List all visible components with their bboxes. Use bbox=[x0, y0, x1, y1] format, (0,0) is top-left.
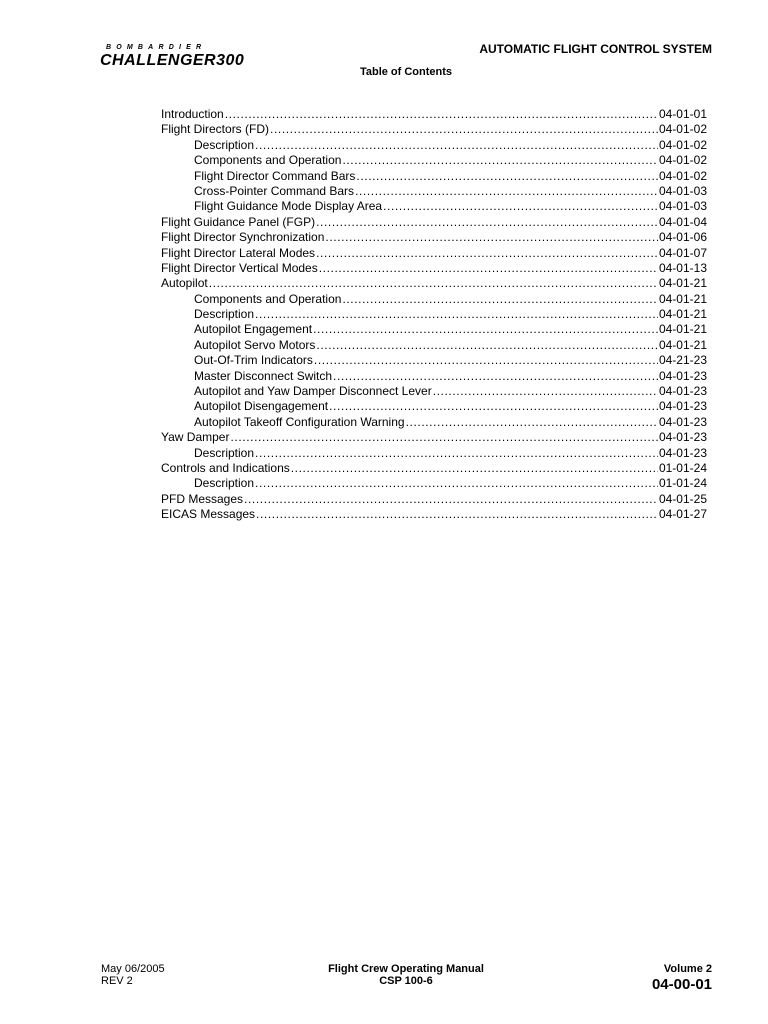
toc-entry-label: Flight Director Vertical Modes bbox=[161, 260, 318, 275]
toc-entry-page: 04-01-06 bbox=[658, 230, 707, 245]
toc-entry-label: Master Disconnect Switch bbox=[194, 368, 333, 383]
toc-entry-page: 01-01-24 bbox=[658, 460, 707, 475]
toc-entry[interactable] bbox=[161, 230, 707, 245]
toc-entry-label: Autopilot Servo Motors bbox=[194, 337, 316, 352]
toc-entry-page: 04-01-23 bbox=[658, 445, 707, 460]
toc-dot-leader bbox=[355, 184, 658, 199]
toc-entry[interactable] bbox=[161, 261, 707, 276]
toc-entry-page: 04-01-23 bbox=[658, 399, 707, 414]
toc-dot-leader bbox=[255, 138, 658, 153]
toc-entry[interactable] bbox=[161, 476, 707, 491]
toc-entry[interactable] bbox=[161, 322, 707, 337]
toc-entry-page: 04-01-23 bbox=[658, 414, 707, 429]
toc-entry[interactable] bbox=[161, 215, 707, 230]
toc-entry-page: 04-01-03 bbox=[658, 199, 707, 214]
toc-entry-label: Cross-Pointer Command Bars bbox=[194, 183, 355, 198]
toc-entry-label: Autopilot Takeoff Configuration Warning bbox=[194, 414, 405, 429]
toc-entry-page: 04-01-02 bbox=[658, 153, 707, 168]
toc-entry-label: Flight Director Command Bars bbox=[194, 168, 356, 183]
toc-title: Table of Contents bbox=[359, 66, 453, 78]
toc-entry[interactable] bbox=[161, 492, 707, 507]
toc-entry-label: Autopilot and Yaw Damper Disconnect Lever bbox=[194, 384, 432, 399]
toc-entry-label: Controls and Indications bbox=[161, 460, 290, 475]
toc-dot-leader bbox=[316, 338, 658, 353]
footer-csp: CSP 100-6 bbox=[379, 975, 433, 987]
footer-date: May 06/2005 bbox=[101, 963, 165, 975]
toc-entry[interactable] bbox=[161, 338, 707, 353]
footer-page-code: 04-00-01 bbox=[651, 976, 712, 993]
toc-entry[interactable] bbox=[161, 353, 707, 368]
toc-entry-page: 04-01-23 bbox=[658, 384, 707, 399]
toc-entry[interactable] bbox=[161, 399, 707, 414]
toc-dot-leader bbox=[256, 507, 658, 522]
toc-entry-page: 04-01-21 bbox=[658, 322, 707, 337]
toc-entry[interactable] bbox=[161, 199, 707, 214]
toc-entry[interactable] bbox=[161, 153, 707, 168]
toc-entry-page: 04-01-03 bbox=[658, 183, 707, 198]
toc-dot-leader bbox=[319, 261, 658, 276]
toc-dot-leader bbox=[325, 230, 658, 245]
toc-entry-label: PFD Messages bbox=[161, 491, 244, 506]
toc-entry-page: 04-01-25 bbox=[658, 491, 707, 506]
toc-entry[interactable] bbox=[161, 246, 707, 261]
toc-dot-leader bbox=[342, 153, 658, 168]
toc-entry-label: Autopilot bbox=[161, 276, 208, 291]
toc-entry-page: 04-01-21 bbox=[658, 307, 707, 322]
toc-dot-leader bbox=[314, 353, 658, 368]
toc-entry[interactable] bbox=[161, 169, 707, 184]
toc-entry-page: 04-01-07 bbox=[658, 245, 707, 260]
toc-dot-leader bbox=[316, 246, 658, 261]
toc-entry-label: Autopilot Disengagement bbox=[194, 399, 329, 414]
toc-entry[interactable] bbox=[161, 415, 707, 430]
toc-entry-label: Description bbox=[194, 137, 255, 152]
toc-entry-page: 04-01-02 bbox=[658, 122, 707, 137]
toc-entry[interactable] bbox=[161, 184, 707, 199]
toc-dot-leader bbox=[406, 415, 658, 430]
toc-dot-leader bbox=[291, 461, 658, 476]
toc-dot-leader bbox=[270, 122, 658, 137]
toc-entry-page: 04-01-02 bbox=[658, 137, 707, 152]
toc-entry-label: Description bbox=[194, 307, 255, 322]
toc-entry-label: Description bbox=[194, 445, 255, 460]
toc-entry[interactable] bbox=[161, 384, 707, 399]
toc-dot-leader bbox=[230, 430, 657, 445]
toc-dot-leader bbox=[383, 199, 658, 214]
toc-entry-page: 04-01-13 bbox=[658, 260, 707, 275]
toc-entry-page: 04-01-21 bbox=[658, 337, 707, 352]
toc-entry[interactable] bbox=[161, 461, 707, 476]
toc-entry-label: Flight Guidance Mode Display Area bbox=[194, 199, 383, 214]
toc-dot-leader bbox=[244, 492, 658, 507]
footer-right bbox=[652, 963, 712, 994]
section-title: AUTOMATIC FLIGHT CONTROL SYSTEM bbox=[479, 42, 712, 56]
logo-brand-top: BOMBARDIER bbox=[106, 44, 207, 51]
toc-entry-page: 04-01-01 bbox=[658, 107, 707, 121]
footer-rev: REV 2 bbox=[101, 975, 133, 987]
toc-entry[interactable] bbox=[161, 430, 707, 445]
toc-entry[interactable] bbox=[161, 107, 707, 122]
toc-entry-page: 04-01-21 bbox=[658, 291, 707, 306]
toc-entry-page: 01-01-24 bbox=[658, 476, 707, 491]
toc-dot-leader bbox=[255, 446, 658, 461]
toc-entry[interactable] bbox=[161, 446, 707, 461]
toc-entry-label: Flight Director Lateral Modes bbox=[161, 245, 316, 260]
toc-entry-page: 04-01-23 bbox=[658, 430, 707, 445]
toc-entry-label: Flight Guidance Panel (FGP) bbox=[161, 214, 316, 229]
toc-dot-leader bbox=[225, 107, 658, 122]
toc-entry-label: Out-Of-Trim Indicators bbox=[194, 353, 313, 368]
toc-entry-page: 04-01-04 bbox=[658, 214, 707, 229]
toc-entry-label: Introduction bbox=[161, 107, 224, 121]
toc-entry-label: Components and Operation bbox=[194, 291, 342, 306]
toc-dot-leader bbox=[255, 307, 658, 322]
footer-manual-title: Flight Crew Operating Manual bbox=[328, 963, 484, 975]
toc-dot-leader bbox=[329, 399, 658, 414]
toc-dot-leader bbox=[313, 322, 658, 337]
logo-brand-main: CHALLENGER300 bbox=[100, 52, 245, 69]
toc-entry-label: Autopilot Engagement bbox=[194, 322, 313, 337]
toc-dot-leader bbox=[433, 384, 658, 399]
toc-entry-label: Components and Operation bbox=[194, 153, 342, 168]
toc-dot-leader bbox=[255, 476, 658, 491]
footer-volume: Volume 2 bbox=[663, 963, 712, 975]
toc-entry-page: 04-01-21 bbox=[658, 276, 707, 291]
toc-entry[interactable] bbox=[161, 276, 707, 291]
toc-entry-label: Description bbox=[194, 476, 255, 491]
toc-dot-leader bbox=[342, 292, 658, 307]
toc-entry[interactable] bbox=[161, 122, 707, 137]
toc-entry[interactable] bbox=[161, 369, 707, 384]
toc-dot-leader bbox=[209, 276, 658, 291]
toc-dot-leader bbox=[356, 169, 658, 184]
toc-entry-page: 04-21-23 bbox=[658, 353, 707, 368]
table-of-contents bbox=[161, 107, 707, 523]
toc-entry-page: 04-01-02 bbox=[658, 168, 707, 183]
toc-dot-leader bbox=[316, 215, 658, 230]
toc-entry[interactable] bbox=[161, 292, 707, 307]
toc-entry[interactable] bbox=[161, 507, 707, 522]
toc-entry-label: Flight Director Synchronization bbox=[161, 230, 325, 245]
toc-entry-page: 04-01-27 bbox=[658, 507, 707, 522]
toc-entry-label: EICAS Messages bbox=[161, 507, 256, 522]
toc-entry-label: Yaw Damper bbox=[161, 430, 230, 445]
toc-entry-page: 04-01-23 bbox=[658, 368, 707, 383]
toc-entry[interactable] bbox=[161, 138, 707, 153]
toc-entry[interactable] bbox=[161, 307, 707, 322]
toc-entry-label: Flight Directors (FD) bbox=[161, 122, 270, 137]
toc-dot-leader bbox=[333, 369, 658, 384]
